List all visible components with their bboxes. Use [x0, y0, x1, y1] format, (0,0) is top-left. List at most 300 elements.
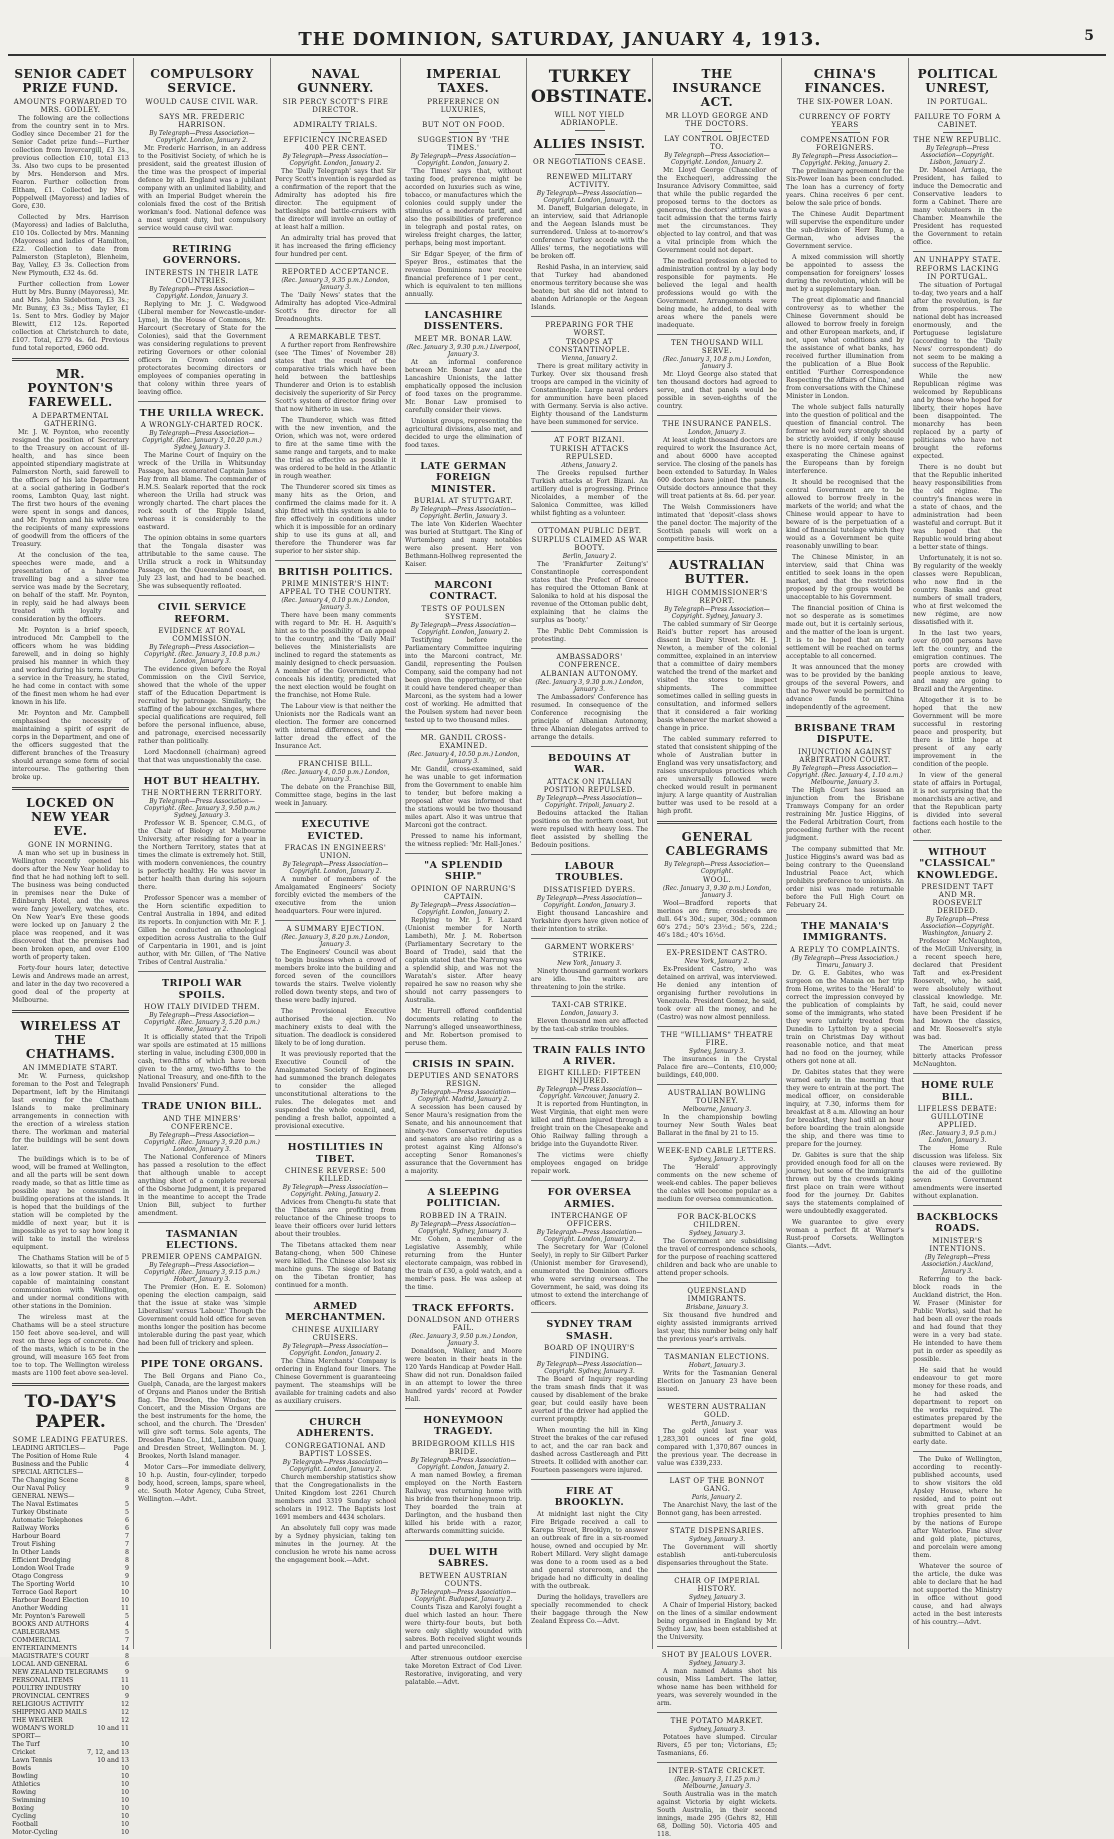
index-page: 10 [120, 1813, 129, 1820]
paragraph: The Government will shortly establish anti-tuberculosis dispensaries throughout the State. [657, 1544, 777, 1567]
index-row [12, 1709, 129, 1717]
index-label: Cycling [12, 1813, 37, 1820]
headline: HOT BUT HEALTHY. [143, 775, 261, 787]
masthead [120, 22, 1095, 50]
index-label: GENERAL NEWS— [12, 1493, 75, 1500]
dateline: By Telegraph—Press Association—Copyright. (Rec. January 4, 1.10 a.m.) Melbourne, January 3. [787, 764, 903, 786]
dateline: By Telegraph—Press Association—Copyright. London, January 2. [410, 901, 517, 916]
divider [531, 1180, 648, 1181]
index-row [12, 1781, 129, 1789]
index-row [12, 1677, 129, 1685]
headline: BRISBANE TRAM DISPUTE. [794, 723, 896, 746]
index-page: 7, 12, and 13 [87, 1749, 129, 1756]
dateline: (Rec. January 3, 8.20 p.m.) London, January 3. [281, 934, 390, 949]
subheading: AUSTRALIAN BOWLING TOURNEY. [668, 1089, 766, 1105]
index-page: 4 [124, 1453, 129, 1460]
subheading: MR LLOYD GEORGE AND THE DOCTORS. [665, 112, 769, 128]
paragraph: A mixed commission will shortly be appointed to assess the compensation for foreigners' losses during the revolution, which will be met by a supplementary loan. [786, 254, 904, 293]
subheading: THE NORTHERN TERRITORY. [141, 789, 263, 798]
dateline: Hobart, January 3. [688, 1362, 746, 1369]
index-label: Our Naval Policy [12, 1485, 66, 1492]
divider [943, 109, 973, 110]
divider [275, 1135, 396, 1136]
paragraph: Unfortunately, it is not so. By regularity of the weekly classes were Republican, who now find in the country. Banks and great numbers of small traders, who at first welcomed the new régime, are now dissatisfied with it. [913, 555, 1002, 626]
paragraph: The Welsh Commissioners have intimated that 'deposit'-class shows the panel doctor. The majority of the Scottish panels will work on a competitive basis. [657, 504, 777, 543]
subheading: AN IMMEDIATE START. [22, 1064, 119, 1072]
subheading: THE NEW REPUBLIC. [913, 136, 1002, 144]
dateline: Vienna, January 2. [561, 355, 618, 362]
index-label: ENTERTAINMENTS [12, 1645, 78, 1652]
index-label: BOOKS AND AUTHORS [12, 1621, 89, 1628]
divider [657, 821, 777, 824]
paragraph: While the new Republican régime was welcomed by Republicans and by those who hoped for liberty, their hopes have been disappointed. The monarchy has been replaced by a party of politicians who have not brought the reforms expected. [913, 373, 1002, 460]
index-label: Boxing [12, 1805, 35, 1812]
paragraph: The National Conference of Miners has passed a resolution to the effect that although unable to accept anything short of a complete reversal of the Osborne Judgment, it is prepared in the meantime to accept the Trade Union Bill, subject to further amendment. [138, 1153, 266, 1217]
index-label: The Turf [12, 1741, 40, 1748]
page-number: 5 [1084, 28, 1095, 44]
divider [531, 1312, 648, 1313]
dateline: By Telegraph—Press Association—Copyright. Peking, January 2. [792, 153, 898, 167]
subheading: EVIDENCE AT ROYAL COMMISSION. [158, 626, 246, 643]
dateline: By Telegraph—Press Association—Copyright. Sydney, January 3. [536, 1360, 643, 1375]
index-row [12, 1813, 129, 1821]
divider [138, 971, 266, 972]
index-page: 12 [120, 1717, 129, 1724]
headline: DUEL WITH SABRES. [428, 1546, 499, 1570]
paragraph: Pressed to name his informant, the witness replied: 'Mr. Hall-Jones.' [405, 832, 522, 848]
index-row [12, 1749, 129, 1757]
headline: COMPULSORY SERVICE. [150, 67, 254, 95]
index-row [12, 1453, 129, 1461]
subheading: REFORMS LACKING IN PORTUGAL. [916, 265, 999, 281]
subheading: THE INSURANCE PANELS. [662, 420, 772, 428]
index-label: Automatic Telephones [12, 1517, 83, 1524]
index-row [12, 1725, 129, 1733]
index-row [12, 1757, 129, 1765]
column-5 [527, 58, 653, 1649]
paragraph: Dr. Gabites is sure that the ship provided enough food for all on the journey, but some of the immigrants thrown out by the crowds taking first place on train were without food for the journey. Dr. Gabites says the statements complained of were undoubtedly exaggerated. [786, 1151, 904, 1215]
subheading: PRIME MINISTER'S HINT: APPEAL TO THE COUNTRY. [279, 580, 392, 597]
divider [702, 131, 732, 132]
subheading: OPINION OF NARRUNG'S CAPTAIN. [410, 884, 517, 901]
subheading: AMBASSADORS' CONFERENCE. [556, 653, 623, 669]
paragraph: Mr. Poynton and Mr. Campbell emphasised the necessity of maintaining a spirit of esprit de corps in the Department, and one of the officers suggested that the different branches of the Treasury should arrange some form of social intercourse. The gathering then broke up. [12, 710, 129, 781]
paragraph: Donaldson, Walker, and Moore were beaten in their heats in the 120 Yards Handicap at Powder Hall. Shaw did not run. Donaldson failed in an attempt to lower the three hundred yards' record at Powder Hall. [405, 1348, 522, 1404]
index-label: Rowing [12, 1789, 37, 1796]
paragraph: 'The Times' says that, without taxing food, preference might be accorded on luxuries such as wine, tobacco, or manufactures which the colonies could supply under the stimulus of a moderate tariff, and also the possibilities of preference in telegraph and postal rates, on wireless freight charges, the latter, perhaps, being most important. [405, 168, 522, 247]
index-page: 8 [124, 1477, 129, 1484]
paragraph: The evidence given before the Royal Commission on the Civil Service, showed that the whole of the upper staff of the Education Department is recruited by patronage. Similarly, the staffing of the labour exchanges, where special qualifications are required, fell before the personal influence, abuse, and patronage, exercised necessarily rather than politically. [138, 665, 266, 745]
subheading: ATTACK ON ITALIAN POSITION REPULSED. [543, 777, 636, 794]
paragraph: The Bell Organs and Piano Co., Guelph, Canada, are the largest makers of Organs and Pianos under the British flag. The Dresden, the Windsor, the Concert, and the Mission Organs are the best instruments for the home, the school, and the church. The 'Dresden' will give soft terms. Sole agents, The Dresden Piano Co., Ltd., Lambton Quay, and Dresden Street, Wellington. M. J. Brookes, North Island manager. [138, 1372, 266, 1460]
divider [913, 840, 1002, 841]
subheading: FRACAS IN ENGINEERS' UNION. [284, 844, 387, 861]
dateline: (Rec. January 3, 10.8 p.m.) London, January 3. [662, 356, 772, 370]
subheading: STATE DISPENSARIES. [669, 1527, 765, 1535]
paragraph: Advices from Chengtu-fu state that the Tibetans are profiting from reluctance of the Chinese troops to leave their officers over lurid letters about their troubles. [275, 1198, 396, 1238]
index-row [12, 1493, 129, 1501]
paragraph: The buildings which is to be of wood, will be framed at Wellington, and all the parts will be sent down ready made, so that as little time as possible may be consumed in building operations at the islands. It is hoped that the buildings of the station will be completed by the middle of next year, but it is impossible as yet to say how long it will take to install the wireless equipment. [12, 1156, 129, 1251]
paragraph: It was previously reported that the Executive Council of the Amalgamated Society of Engineers had summoned the branch delegates to consider the alleged unconstitutional alterations to the rules. The delegates met and suspended the whole council, and, pending a fresh ballot, appointed a provisional executive. [275, 1051, 396, 1131]
subheading: COMPENSATION FOR FOREIGNERS. [800, 136, 890, 152]
paragraph: Six thousand five hundred and eighty assisted immigrants arrived last year, this number being only half the previous year's arrivals. [657, 1312, 777, 1343]
subheading: TASMANIAN ELECTIONS. [664, 1353, 770, 1361]
subheading: BURIAL AT STUTTGART. [413, 496, 514, 505]
divider [830, 109, 860, 110]
column-6 [653, 58, 782, 1838]
paragraph: The American press bitterly attacks Professor McNaughton. [913, 1045, 1002, 1069]
subheading: THE SIX-POWER LOAN. [797, 98, 893, 106]
index-page: 10 [120, 1829, 129, 1836]
index-page: 7 [124, 1533, 129, 1540]
index-page: 6 [124, 1661, 129, 1668]
divider [275, 755, 396, 756]
paragraph: Ninety thousand garment workers are idle. The waiters are threatening to join the strike. [531, 967, 648, 991]
index-label: THE WEATHER [12, 1717, 63, 1724]
subheading: CHAIR OF IMPERIAL HISTORY. [674, 1577, 760, 1593]
divider [449, 132, 479, 133]
divider [138, 1222, 266, 1223]
paragraph: Whatever the source of the article, the duke was able to declare that he had not supported the Ministry in office without good cause, and had always acted in the best interests of his country.—Advt. [913, 1562, 1002, 1626]
index-label: LOCAL AND GENERAL [12, 1661, 88, 1668]
paragraph: A secession has been caused by Senor Maura's resignation from the Senate, and his announcement that ninety-two Conservative deputies and senators are also retiring as a protest against King Alfonso's accepting Senor Romanones's assurance that the Government has a majority. [405, 1103, 522, 1175]
paragraph: The Tibetans attacked them near Batang-chong, when 500 Chinese were killed. The Chinese also lost six machine guns. The siege of Batang on the Tibetan frontier, has continued for a month. [275, 1241, 396, 1289]
paragraph: The insurances in the Crystal Palace fire are—Contents, £10,000; buildings, £40,000. [657, 1056, 777, 1079]
subheading: TURKISH ATTACKS REPULSED. [550, 445, 629, 461]
paragraph: There have been many comments with regard to Mr. H. H. Asquith's hint as to the possibility of an appeal to the country, and the 'Daily Mail' believes the Ministerialists are inclined to regard the statements as mainly designed to check persuasion. A member of the Government, who conceals his identity, predicted that the next election would be fought on the franchise, not Home Rule. [275, 612, 396, 700]
index-page: 11 [120, 1677, 129, 1684]
dateline: By Telegraph—Press Association—Copyright. (Rec. January 3, 9.50 p.m.) Sydney, January 3. [144, 798, 260, 820]
paragraph: Dr. Manoel Arriaga, the President, has failed to induce the Democratic and Conservative leaders to form a Cabinet. There are many volunteers in the Chamber. Meanwhile the President has requested the Government to retain office. [913, 167, 1002, 246]
subheading: WEEK-END CABLE LETTERS. [657, 1147, 777, 1155]
index-row [12, 1517, 129, 1525]
paragraph: The medical profession objected to administration control by a lay body responsible for payments. He believed the legal and health professions would go with the Government. Arrangements were being made, he added, to deal with areas where the panels were inadequate. [657, 258, 777, 329]
divider [657, 549, 777, 552]
paragraph: A man named Adams shot his cousin, Miss Lambert. The latter, whose name has been withheld for years, was severely wounded in the arm. [657, 1668, 777, 1707]
headline: LABOUR TROUBLES. [555, 860, 624, 884]
index-page: 10 [120, 1741, 129, 1748]
index-row [12, 1733, 129, 1741]
index-row [12, 1661, 129, 1669]
index-label: Mr. Poynton's Farewell [12, 1613, 86, 1620]
index-page: 10 [120, 1805, 129, 1812]
dateline: Melbourne, January 3. [682, 1106, 752, 1113]
index-row [12, 1461, 129, 1469]
paragraph: Sir Edgar Speyer, of the firm of Speyer Bros., estimates that the revenue Dominions now receive financial preference of 1 per cent., which is equivalent to ten millions annually. [405, 251, 522, 298]
dateline: (Rec. January 3, 9.50 p.m.) London, January 3. [409, 1333, 518, 1348]
divider [138, 401, 266, 402]
paragraph: It was announced that the money was to be provided by the banking groups of the several Powers, and that no Power would be permitted to advance funds to China independently of the agreement. [786, 664, 904, 711]
index-label: Bowls [12, 1765, 32, 1772]
divider [830, 132, 860, 133]
index-row [12, 1645, 129, 1653]
index-row [12, 1829, 129, 1837]
paragraph: The cabled summary referred to stated that consistent shipping of the whole of Australian butter in England was very unsatisfactory, and raises unscrupulous practices which are universally followed were checked would result in permanent injury. A large quantity of Australian butter was used to be resold at a high profit. [657, 736, 777, 815]
index-page: 10 [120, 1589, 129, 1596]
column-4 [401, 58, 527, 1686]
index-page: 5 [124, 1629, 129, 1636]
index-row [12, 1805, 129, 1813]
paragraph: Professor W. B. Spencer, C.M.G., of the Chair of Biology at Melbourne University, after residing for a year in the Northern Territory, states that at times the climate is extremely hot. Still, with modern conveniences, the country is perfectly healthy. He was never in better health than during his sojourn there. [138, 820, 266, 892]
divider [657, 1026, 777, 1027]
paragraph: The late Von Kiderlen Waechter was buried at Stuttgart. The King of Wurtemberg and many notables were also present. Herr von Bethmann-Hollweg represented the Kaiser. [405, 520, 522, 568]
index-page: 4 [124, 1461, 129, 1468]
dateline: By Telegraph—Press Association—Copyright. (Rec. January 3, 9.20 p.m.) London, January 3. [144, 1131, 260, 1153]
index-row [12, 1741, 129, 1749]
subheading: RENEWED MILITARY ACTIVITY. [546, 173, 633, 189]
divider [657, 415, 777, 416]
index-label: The Position of Home Rule [12, 1453, 98, 1460]
headline: HONEYMOON TRAGEDY. [423, 1415, 504, 1438]
index-label: Bowling [12, 1773, 38, 1780]
divider [786, 914, 904, 915]
dateline: Brisbane, January 3. [685, 1304, 749, 1311]
subheading: BUT NOT ON FOOD. [422, 121, 505, 129]
dateline: By Telegraph—Press Association—Copyright. (Rec. January 3, 10.20 p.m.) Sydney, January 3. [142, 430, 262, 452]
dateline: Sydney, January 3. [688, 1230, 746, 1237]
column-8 [909, 58, 1006, 1649]
index-page: 5 [124, 1613, 129, 1620]
divider [531, 316, 648, 317]
paragraph: The 'Daily News' states that the Admiralty has adopted Vice-Admiral Scott's fire director for all Dreadnoughts. [275, 292, 396, 323]
index-label: Otago Congress [12, 1573, 64, 1580]
divider [531, 746, 648, 747]
subheading: INTERCHANGE OF OFFICERS. [550, 1212, 629, 1229]
headline: THE MANAIA'S IMMIGRANTS. [800, 920, 890, 944]
index-page: 4 [124, 1621, 129, 1628]
divider [913, 251, 1002, 252]
masthead-title: THE DOMINION, SATURDAY, JANUARY 4, 1913. [298, 29, 822, 50]
index-page: 10 [120, 1773, 129, 1780]
paragraph: The Duke of Wellington, according to recently-published accounts, used to show visitors the old Apsley House, where he resided, and to point out with great pride the trophies presented to him by the nations of Europe after Waterloo. Fine silver and gold plate, pictures, and porcelain were among them. [913, 1455, 1002, 1559]
divider [657, 1646, 777, 1647]
divider [657, 1522, 777, 1523]
index-row [12, 1669, 129, 1677]
index-label: WOMAN'S WORLD [12, 1725, 74, 1732]
subheading: TESTS OF POULSEN SYSTEM. [421, 604, 506, 621]
paragraph: A number of members of the Amalgamated Engineers' Society forcibly evicted the members of the executive from the union headquarters. Four were injured. [275, 876, 396, 916]
paragraph: It should be recognised that the central Government are to be allowed to borrow freely in the markets of the world; and what the Chinese would appear to have to beware of is the perpetuation of a kind of financial tutelage which they would as a Government be quite reasonably unwilling to bear. [786, 479, 904, 550]
headline: LANCASHIRE DISSENTERS. [423, 310, 504, 333]
divider [449, 117, 479, 118]
subheading: CURRENCY OF FORTY YEARS [799, 113, 891, 129]
dateline: By Telegraph—Press Association—Copyright. London, January 2. [282, 1458, 389, 1473]
dateline: By Telegraph—Press Association—Copyright. Sydney, January 3. [664, 606, 770, 620]
index-page: 9 [124, 1565, 129, 1572]
divider [657, 1142, 777, 1143]
subheading: BOARD OF INQUIRY'S FINDING. [544, 1343, 635, 1360]
paragraph: The great diplomatic and financial controversy as to whether the Chinese Government should be allowed to borrow freely in foreign and other European markets, and, if not, upon what conditions and by the assistance of what banks, has received further illumination from the publication of a Blue Book entitled 'Further Correspondence Respecting the Affairs of China,' and from conversations with the Chinese Minister in London. [786, 297, 904, 400]
paragraph: The 'Herald' approvingly comments on the new scheme of week-end cables. The paper believes the cables will become popular as a medium for oversea communication. [657, 1164, 777, 1203]
divider [531, 648, 648, 649]
subheading: ROBBED IN A TRAIN. [419, 1211, 508, 1220]
divider [138, 1094, 266, 1095]
index-page: 11 [120, 1605, 129, 1612]
divider [657, 1348, 777, 1349]
index-page: 9 [124, 1693, 129, 1700]
index-row [12, 1621, 129, 1629]
paragraph: There is great military activity in Turkey. Over six thousand fresh troops are camped in the vicinity of Constantinople. Large naval orders for ammunition have been placed with Germany. Servia is also active. Eighty thousand of the Landsturm have been summoned for service. [531, 363, 648, 426]
index-label: Turkey Obstinate [12, 1509, 68, 1516]
divider [531, 1038, 648, 1039]
paragraph: The debate on the Franchise Bill, Committee stage, begins in the last week in January. [275, 784, 396, 808]
paragraph: The Anarchist Navy, the last of the Bonnot gang, has been arrested. [657, 1502, 777, 1517]
subheading: INJUNCTION AGAINST ARBITRATION COURT. [798, 747, 892, 764]
subheading: A DEPARTMENTAL GATHERING. [32, 412, 109, 428]
paragraph: It is reported from Huntington, in West Virginia, that eight men were killed and fifteen injured through a freight train on the Chesapeake and Ohio Railway falling through a bridge into the Guyandotte River. [531, 1101, 648, 1149]
subheading: MINISTER'S INTENTIONS. [929, 1236, 986, 1253]
dateline: London, January 3. [560, 1009, 619, 1017]
dateline: Athens, January 2. [561, 462, 618, 469]
index-row [12, 1573, 129, 1581]
index-page: 6 [124, 1517, 129, 1524]
paragraph: Replying to Mr. J. C. Wedgwood (Liberal member for Newcastle-under-Lyme), in the House of Commons, Mr. Harcourt (Secretary of State for the Colonies), said that the Government was considering regulations to prevent retiring Governors or other colonial officers in Crown colonies and protectorates becoming directors or employees of companies operating in that colony within three years of leaving office. [138, 300, 266, 396]
dateline: By Telegraph—Press Association—Copyright. London, January 2. [410, 1456, 517, 1471]
headline: LOCKED ON NEW YEAR EVE. [26, 796, 115, 838]
index-page: 10 [120, 1581, 129, 1588]
subheading: EFFICIENCY INCREASED 400 PER CENT. [283, 136, 388, 152]
headline: ALLIES INSIST. [533, 137, 646, 151]
subheading: A WRONGLY-CHARTED ROCK. [140, 421, 264, 430]
subheading: WESTERN AUSTRALIAN GOLD. [667, 1403, 767, 1419]
divider [12, 1383, 129, 1386]
dateline: By Telegraph—Press Association—Copyright. Sydney, January 3. [410, 1220, 517, 1235]
index-row [12, 1637, 129, 1645]
index-row [12, 1501, 129, 1509]
headline: EXECUTIVE EVICTED. [301, 819, 370, 842]
paragraph: Potatoes have slumped. Circular Rivers, £5 per ton; Victorians, £5; Tasmanians, £6. [657, 1734, 777, 1757]
paragraph: The situation of Portugal to-day, two years and a half after the revolution, is far from prosperous. The national debt has increased enormously, and the Portuguese legislature (according to the 'Daily News' correspondent) do not seem to be making a success of the Republic. [913, 282, 1002, 369]
headline: HOSTILITIES IN TIBET. [287, 1142, 384, 1165]
column-1 [8, 58, 134, 1836]
divider [405, 853, 522, 854]
headline: GENERAL CABLEGRAMS [665, 830, 769, 858]
index-row [12, 1597, 129, 1605]
headline: WITHOUT "CLASSICAL" KNOWLEDGE. [916, 847, 999, 881]
dateline: Sydney, January 3. [688, 1048, 746, 1055]
dateline: By Telegraph—Press Association—Copyright. Budapest, January 2. [410, 1588, 517, 1603]
headline: RETIRING GOVERNORS. [162, 244, 242, 267]
index-page: 7 [124, 1637, 129, 1644]
subheading: INTER-STATE CRICKET. [668, 1767, 766, 1775]
subheading: AMOUNTS FORWARDED TO MRS. GODLEY. [13, 98, 128, 114]
subheading: SOME LEADING FEATURES. [12, 1436, 129, 1444]
headline: CHINA'S FINANCES. [804, 67, 886, 95]
dateline: (By Telegraph—Press Association.) Timaru, January 3. [791, 954, 899, 969]
index-row [12, 1549, 129, 1557]
headline: BRITISH POLITICS. [278, 567, 393, 578]
paragraph: Lord Macdonnell (chairman) agreed that that was unquestionably the case. [138, 748, 266, 764]
index-label: Terrace Gaol Report [12, 1589, 77, 1596]
divider [12, 1010, 129, 1013]
subheading: PREFERENCE ON LUXURIES, [427, 98, 500, 114]
subheading: GONE IN MORNING. [28, 841, 113, 849]
paragraph: Wool—Bradford reports that merinos are firm; crossbreds are dull. 64's 30d.; super, 30d.; common 60's 27d.; 50's 23½d.; 56's, 22d.; 46's 18d.; 40's 16½d. [657, 900, 777, 939]
headline: TRAIN FALLS INTO A RIVER. [533, 1044, 646, 1067]
divider [657, 1398, 777, 1399]
paragraph: At the conclusion of the tea, speeches were made, and a presentation of a handsome travelling bag and a silver tea service was made by the Secretary, on behalf of the staff. Mr. Poynton, in reply, said he had always been treated with loyalty and consideration by the officers. [12, 552, 129, 623]
paragraph: Mr. Poynton is a brief speech, introduced Mr. Campbell to the officers whom he was bidding farewell, and in doing so highly praised his manner in which they and worked during his term. During a service in the Treasury, he stated, he had come in contact with some of the finest men whom he had ever known in his life. [12, 627, 129, 706]
headline: AUSTRALIAN BUTTER. [669, 558, 765, 586]
masthead-rule [8, 54, 1106, 56]
subheading: LIFELESS DEBATE: GUILLOTINE APPLIED. [917, 1104, 998, 1129]
dateline: By Telegraph—Press Association—Copyright. [664, 861, 770, 875]
dateline: Sydney, January 3. [688, 1660, 746, 1667]
index-row [12, 1533, 129, 1541]
paragraph: Writs for the Tasmanian General Election on January 23 have been issued. [657, 1370, 777, 1393]
headline: TASMANIAN ELECTIONS. [165, 1228, 239, 1251]
paragraph: The victims were chiefly employees engaged on bridge repair work. [531, 1152, 648, 1176]
dateline: (Rec. January 4, 0.10 p.m.) London, January 3. [281, 597, 390, 612]
paragraph: Church membership statistics show that the Congregationalists in the United Kingdom lost 2261 Church members and 3319 Sunday school scholars in 1912. The Baptists lost 1691 members and 4434 scholars. [275, 1473, 396, 1521]
index-label: MAGISTRATE'S COURT [12, 1653, 89, 1660]
subheading: PREMIER OPENS CAMPAIGN. [141, 1253, 263, 1262]
index-page: Page [113, 1445, 129, 1452]
index-label: Harbour Board [12, 1533, 61, 1540]
subheading: DONALDSON AND OTHERS FAIL. [407, 1316, 520, 1333]
headline: THE URILLA WRECK. [139, 407, 265, 419]
divider [657, 1084, 777, 1085]
index-row [12, 1477, 129, 1485]
index-label: POULTRY INDUSTRY [12, 1685, 81, 1692]
paragraph: In the last two years, over 60,000 persons have left the country, and the emigration continues. The ports are crowded with people anxious to leave, and many are going to Brazil and the Argentine. [913, 630, 1002, 693]
headline: "A SPLENDID SHIP." [424, 859, 503, 883]
paragraph: An admiralty trial has proved that it has increased the firing efficiency four hundred per cent. [275, 235, 396, 258]
paragraph: The financial position of China is not so desperate as is sometimes made out, but it is certainly serious, and the matter of the loan is urgent. It is to be hoped that an early settlement will be reached on terms acceptable to all concerned. [786, 605, 904, 660]
paragraph: A Chair of Imperial History, backed on the lines of a similar endowment being organised in England by Mr. Sydney Law, has been established at the University. [657, 1602, 777, 1641]
paragraph: We guarantee to give every woman a perfect fit at Warner's Rust-proof Corsets. Wellington Giants.—Advt. [786, 1218, 904, 1250]
paragraph: The company submitted that Mr. Justice Higgins's award was bad as being contrary to the Queensland Industrial Peace Act, which prohibits preference to unionists. An order nisi was made returnable before the Full High Court on February 24. [786, 845, 904, 909]
dateline: By Telegraph—Press Association—Copyright. London, January 2. [282, 861, 389, 876]
headline: PIPE TONE ORGANS. [140, 1359, 264, 1371]
paragraph: The Public Debt Commission is protesting. [531, 628, 648, 643]
index-label: PROVINCIAL CENTRES [12, 1693, 90, 1700]
paragraph: The Premier (Hon. E. E. Solomon) opening the election campaign, said that the issue at stake was 'simple Liberalism' versus 'Labour.' Though the Government could hold office for seven months longer the position has become intolerable during the past year, which had been full of trickery and spleen. [138, 1284, 266, 1348]
paragraph: The Greeks repulsed further Turkish attacks at Fort Bizani. An artillery duel is progressing. Prince Nicolaides, a member of the Salonica Committee, was killed whilst fighting as a volunteer. [531, 470, 648, 517]
subheading: FOR BACK-BLOCKS CHILDREN. [677, 1213, 757, 1229]
divider [531, 854, 648, 855]
paragraph: Professor Spencer was a member of the Horn scientific expedition to Central Australia in 1894, and edited its reports. In conjunction with Mr. F. J. Gillen he conducted an ethnological expedition across Australia to the Gulf of Carpentaria in 1901, and is joint author, with Mr. Gillen, of 'The Native Tribes of Central Australia.' [138, 895, 266, 967]
index-label: The Naval Estimates [12, 1501, 79, 1508]
paragraph: The Chathams Station will be of 5 kilowatts, so that it will be graded as a low power station. It will be capable of maintaining constant communication with Wellington, and under normal conditions with other stations in the Dominion. [12, 1255, 129, 1310]
headline: HOME RULE BILL. [921, 1080, 994, 1103]
divider [657, 1282, 777, 1283]
headline: MR. POYNTON'S FAREWELL. [27, 367, 114, 409]
index-label: Another Wedding [12, 1605, 68, 1612]
index-page: 10 [120, 1789, 129, 1796]
index-page: 7 [124, 1541, 129, 1548]
paragraph: The Chinese Audit Department will supervise the expenditure under the sub-division of Herr Rump, a German, who advises the Government service. [786, 211, 904, 250]
paragraph: Mr. Lloyd George also stated that ten thousand doctors had agreed to serve, and that panels would be possible in seven-eighths of the country. [657, 371, 777, 410]
subheading: AND THE MINERS' CONFERENCE. [163, 1114, 241, 1131]
paragraph: Testifying before the Parliamentary Committee inquiring into the Marconi contract, Mr. Gandil, representing the Poulsen Company, said the company had not been given the opportunity, or else it could have tendered cheaper than Marconi, as the system had a lower cost of working. He admitted that the Poulsen system had never been tested up to two thousand miles. [405, 636, 522, 724]
divider [321, 132, 351, 133]
subheading: ALBANIAN AUTONOMY. [540, 670, 639, 678]
index-page: 10 and 13 [97, 1757, 129, 1764]
dateline: Sydney, January 3. [688, 1536, 746, 1543]
index-row [12, 1789, 129, 1797]
dateline: By Telegraph—Press Association—Copyright. London, January 2. [149, 130, 255, 144]
subheading: OTTOMAN PUBLIC DEBT. [537, 527, 642, 535]
subheading: THE POTATO MARKET. [670, 1717, 764, 1725]
paragraph: A man who set up in business in Wellington recently opened his doors after the New Year holiday to find that he had nothing left to sell. The business was being conducted in premises near the Duke of Edinburgh Hotel, and the wares were fancy jewellery, watches, etc. On New Year's Eve these goods were locked up on January 2 the place was reopened, and it was discovered that the premises had been broken open, and over £100 worth of property taken. [12, 850, 129, 961]
index-row [12, 1605, 129, 1613]
headline: NAVAL GUNNERY. [297, 67, 374, 95]
subheading: TAXI-CAB STRIKE. [551, 1000, 628, 1009]
divider [275, 812, 396, 813]
paragraph: The Home Rule discussion was lifeless. Six clauses were reviewed. By the aid of the guillotine seven Government amendments were inserted without explanation. [913, 1144, 1002, 1200]
paragraph: The Chinese Minister, in an interview, said that China was entitled to seek loans in the open market, and that the restrictions proposed by the groups would be unacceptable to his Government. [786, 554, 904, 601]
